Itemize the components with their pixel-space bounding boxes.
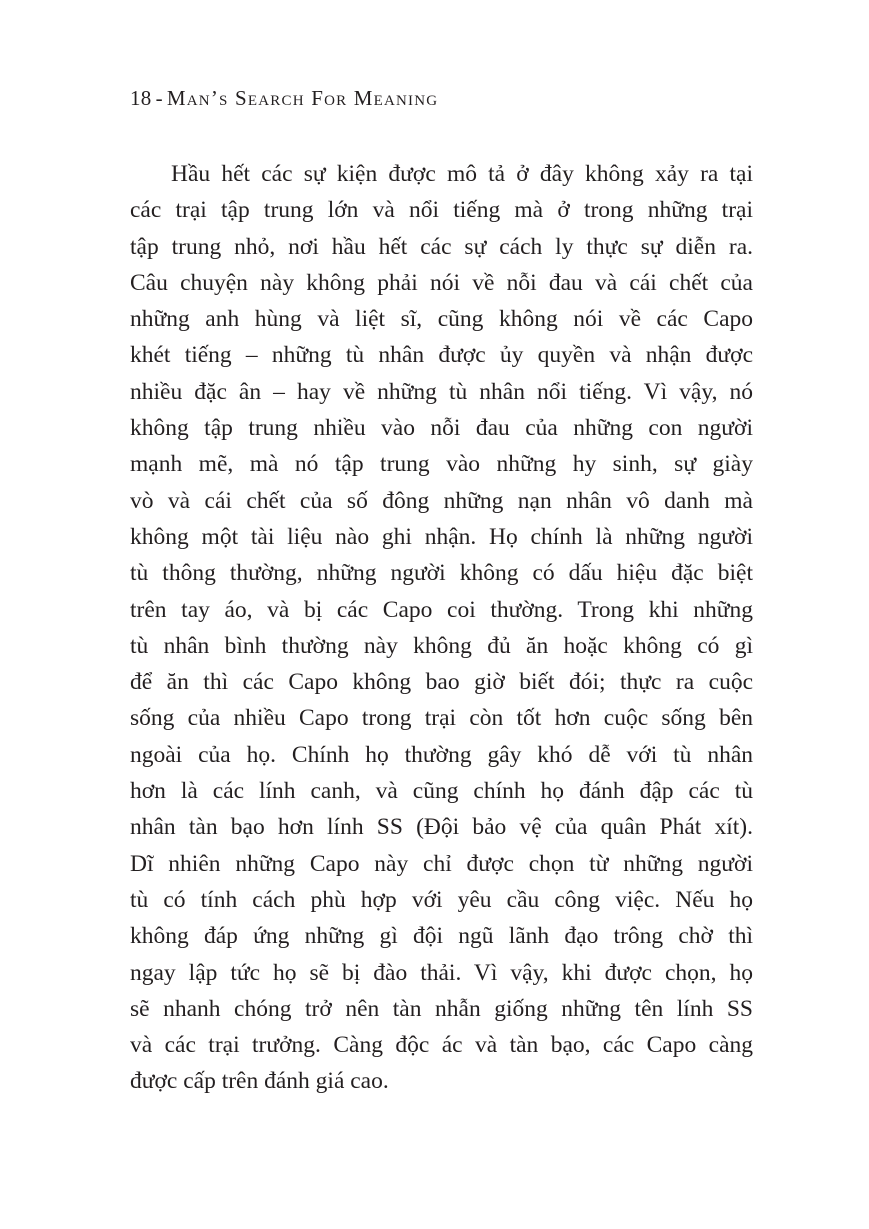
paragraph-line: và các trại trưởng. Càng độc ác và tàn bạo, các Capo càng <box>130 1032 753 1059</box>
paragraph-line: không tập trung nhiều vào nỗi đau của những con người <box>130 415 753 442</box>
paragraph-line: ngoài của họ. Chính họ thường gây khó dễ với tù nhân <box>130 741 753 768</box>
paragraph-line: ngay lập tức họ sẽ bị đào thải. Vì vậy, khi được chọn, họ <box>130 959 753 986</box>
paragraph-line: Câu chuyện này không phải nói về nỗi đau và cái chết của <box>130 269 753 296</box>
paragraph-line: tập trung nhỏ, nơi hầu hết các sự cách ly thực sự diễn ra. <box>130 233 753 260</box>
paragraph-line: Dĩ nhiên những Capo này chỉ được chọn từ những người <box>130 850 753 877</box>
paragraph-line: sẽ nhanh chóng trở nên tàn nhẫn giống những tên lính SS <box>130 995 753 1022</box>
paragraph-line: nhân tàn bạo hơn lính SS (Đội bảo vệ của quân Phát xít). <box>130 814 753 841</box>
paragraph-line: để ăn thì các Capo không bao giờ biết đói; thực ra cuộc <box>130 669 753 696</box>
body-paragraph <box>130 156 753 1100</box>
paragraph-line: vò và cái chết của số đông những nạn nhân vô danh mà <box>130 487 753 514</box>
page-number: 18 <box>130 86 152 110</box>
paragraph-line: sống của nhiều Capo trong trại còn tốt hơn cuộc sống bên <box>130 705 753 732</box>
running-header <box>130 86 438 111</box>
paragraph-line: được cấp trên đánh giá cao. <box>130 1068 389 1095</box>
paragraph-line: không đáp ứng những gì đội ngũ lãnh đạo trông chờ thì <box>130 923 753 950</box>
paragraph-line: không một tài liệu nào ghi nhận. Họ chính là những người <box>130 523 753 550</box>
paragraph-line: Hầu hết các sự kiện được mô tả ở đây không xảy ra tại <box>171 161 753 187</box>
book-title: Man’s Search For Meaning <box>166 86 439 110</box>
paragraph-line: mạnh mẽ, mà nó tập trung vào những hy sinh, sự giày <box>130 451 753 478</box>
paragraph-line: những anh hùng và liệt sĩ, cũng không nói về các Capo <box>130 306 753 333</box>
paragraph-line: nhiều đặc ân – hay về những tù nhân nổi tiếng. Vì vậy, nó <box>130 378 753 405</box>
paragraph-line: tù có tính cách phù hợp với yêu cầu công việc. Nếu họ <box>130 886 753 913</box>
paragraph-line: tù nhân bình thường này không đủ ăn hoặc không có gì <box>130 632 753 659</box>
paragraph-line: tù thông thường, những người không có dấu hiệu đặc biệt <box>130 560 753 587</box>
header-separator: - <box>155 86 163 110</box>
paragraph-line: các trại tập trung lớn và nổi tiếng mà ở trong những trại <box>130 197 753 224</box>
paragraph-line: hơn là các lính canh, và cũng chính họ đánh đập các tù <box>130 778 753 805</box>
paragraph-line: trên tay áo, và bị các Capo coi thường. Trong khi những <box>130 596 753 623</box>
paragraph-line: khét tiếng – những tù nhân được ủy quyền và nhận được <box>130 342 753 369</box>
